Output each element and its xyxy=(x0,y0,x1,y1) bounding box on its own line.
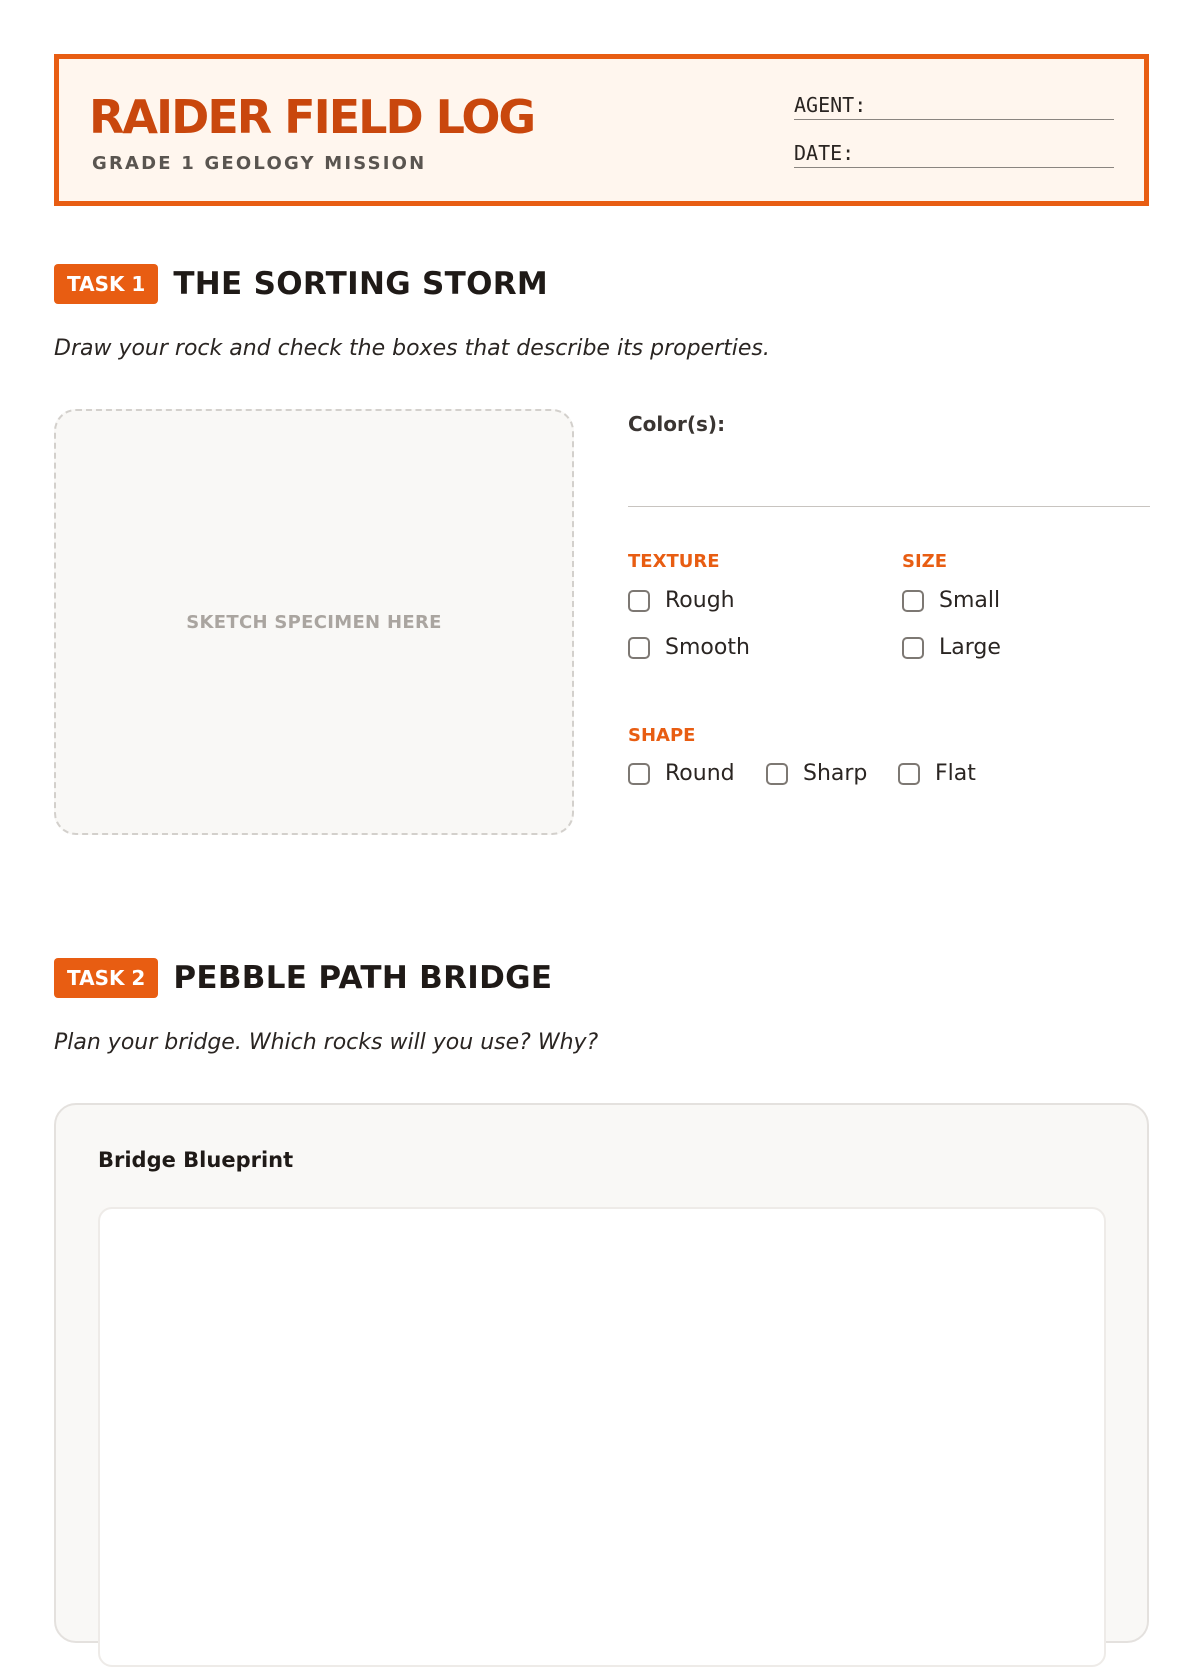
checkbox-box[interactable] xyxy=(628,637,650,659)
checkbox-round[interactable] xyxy=(628,761,735,786)
task2-badge: TASK 2 xyxy=(54,958,158,998)
task1-header xyxy=(54,264,548,304)
task1-instruction: Draw your rock and check the boxes that describe its properties. xyxy=(54,336,770,361)
checkbox-large[interactable] xyxy=(902,635,1001,660)
page-subtitle: GRADE 1 GEOLOGY MISSION xyxy=(92,153,427,174)
color-label: Color(s): xyxy=(628,412,726,436)
size-label: SIZE xyxy=(902,551,948,572)
checkbox-box[interactable] xyxy=(766,763,788,785)
texture-label: TEXTURE xyxy=(628,551,720,572)
task1-title: THE SORTING STORM xyxy=(173,266,549,302)
checkbox-box[interactable] xyxy=(898,763,920,785)
agent-field[interactable] xyxy=(794,93,1114,120)
checkbox-sharp[interactable] xyxy=(766,761,867,786)
checkbox-label: Sharp xyxy=(803,761,868,786)
checkbox-box[interactable] xyxy=(628,763,650,785)
checkbox-box[interactable] xyxy=(902,637,924,659)
blueprint-card xyxy=(54,1103,1149,1643)
task2-title: PEBBLE PATH BRIDGE xyxy=(173,960,553,996)
blueprint-title: Bridge Blueprint xyxy=(98,1148,294,1172)
shape-label: SHAPE xyxy=(628,725,696,746)
header-card xyxy=(54,54,1149,206)
checkbox-label: Large xyxy=(939,635,1001,660)
sketch-area[interactable] xyxy=(54,409,574,835)
checkbox-box[interactable] xyxy=(902,590,924,612)
checkbox-smooth[interactable] xyxy=(628,635,750,660)
task1-badge: TASK 1 xyxy=(54,264,158,304)
color-input-line[interactable] xyxy=(628,506,1150,507)
checkbox-flat[interactable] xyxy=(898,761,976,786)
checkbox-label: Small xyxy=(939,588,1001,613)
agent-label: AGENT: xyxy=(794,93,867,117)
task2-header xyxy=(54,958,552,998)
date-field[interactable] xyxy=(794,141,1114,168)
task2-instruction: Plan your bridge. Which rocks will you use? Why? xyxy=(54,1030,599,1055)
checkbox-small[interactable] xyxy=(902,588,1000,613)
date-label: DATE: xyxy=(794,141,855,165)
page-title: RAIDER FIELD LOG xyxy=(89,90,535,144)
checkbox-label: Smooth xyxy=(665,635,750,660)
checkbox-label: Rough xyxy=(665,588,735,613)
blueprint-drawing-area[interactable] xyxy=(98,1207,1106,1667)
checkbox-box[interactable] xyxy=(628,590,650,612)
checkbox-label: Flat xyxy=(935,761,976,786)
checkbox-rough[interactable] xyxy=(628,588,735,613)
checkbox-label: Round xyxy=(665,761,735,786)
sketch-label: SKETCH SPECIMEN HERE xyxy=(186,611,442,633)
